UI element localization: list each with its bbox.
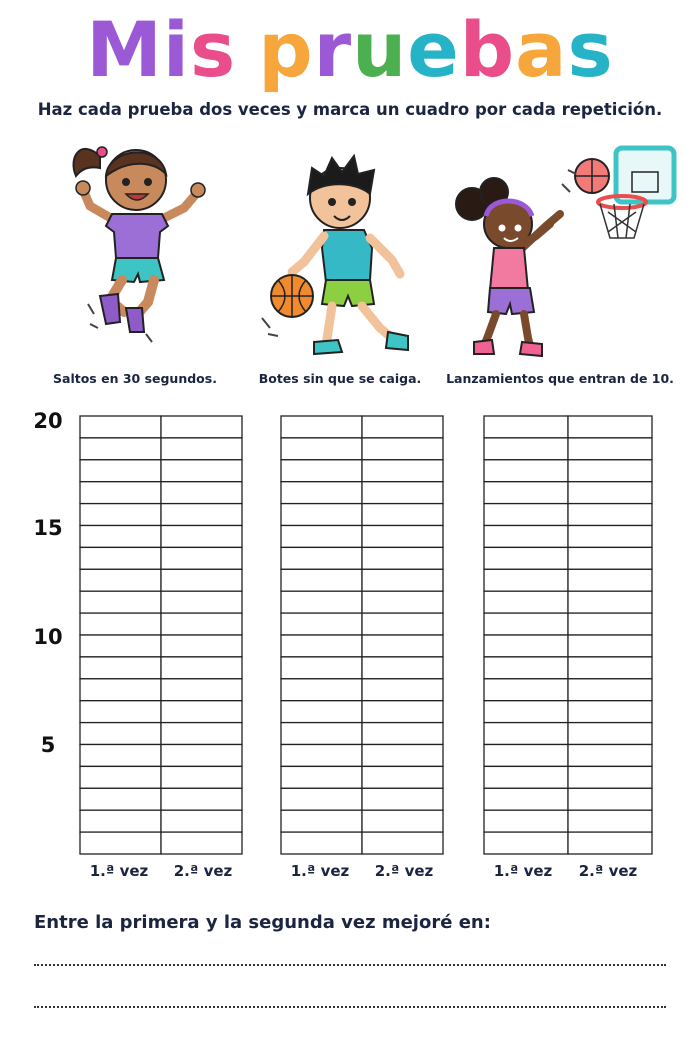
tally-box[interactable] xyxy=(281,766,362,788)
title-letter: b xyxy=(459,5,516,94)
tally-box[interactable] xyxy=(80,679,161,701)
tally-box[interactable] xyxy=(80,810,161,832)
tally-box[interactable] xyxy=(281,613,362,635)
tally-box[interactable] xyxy=(281,416,362,438)
column-label-second: 2.ª vez xyxy=(173,862,233,880)
tally-box[interactable] xyxy=(568,679,652,701)
tally-box[interactable] xyxy=(568,482,652,504)
tally-box[interactable] xyxy=(484,832,568,854)
title-letter: M xyxy=(86,5,163,94)
tally-box[interactable] xyxy=(80,547,161,569)
tally-box[interactable] xyxy=(80,745,161,767)
title-letter: p xyxy=(258,5,314,94)
y-axis-label-20: 20 xyxy=(33,409,63,433)
tally-box[interactable] xyxy=(80,788,161,810)
tally-box[interactable] xyxy=(80,635,161,657)
tally-box[interactable] xyxy=(568,416,652,438)
tally-box[interactable] xyxy=(362,569,443,591)
tally-box[interactable] xyxy=(161,438,242,460)
tally-box[interactable] xyxy=(161,766,242,788)
title-letter: e xyxy=(407,5,460,94)
tally-box[interactable] xyxy=(568,569,652,591)
tally-box[interactable] xyxy=(161,810,242,832)
tally-box[interactable] xyxy=(362,526,443,548)
tally-box[interactable] xyxy=(161,569,242,591)
title-letter: a xyxy=(515,5,568,94)
tally-box[interactable] xyxy=(161,613,242,635)
tally-box[interactable] xyxy=(281,438,362,460)
tally-box[interactable] xyxy=(568,613,652,635)
tally-box[interactable] xyxy=(161,526,242,548)
tally-grid-jumps[interactable] xyxy=(79,415,243,855)
tally-box[interactable] xyxy=(281,810,362,832)
tally-box[interactable] xyxy=(568,657,652,679)
title-letter: r xyxy=(313,5,353,94)
tally-box[interactable] xyxy=(484,438,568,460)
tally-box[interactable] xyxy=(281,832,362,854)
tally-box[interactable] xyxy=(161,745,242,767)
tally-box[interactable] xyxy=(362,832,443,854)
y-axis-label-10: 10 xyxy=(33,625,63,649)
tally-box[interactable] xyxy=(80,482,161,504)
tally-box[interactable] xyxy=(362,745,443,767)
tally-box[interactable] xyxy=(80,504,161,526)
test-caption-jumps: Saltos en 30 segundos. xyxy=(53,371,217,386)
girl-jumping-illustration xyxy=(60,128,220,348)
answer-line[interactable] xyxy=(34,964,666,966)
tally-box[interactable] xyxy=(281,723,362,745)
tally-box[interactable] xyxy=(362,547,443,569)
boy-dribbling-illustration xyxy=(252,150,432,360)
tally-box[interactable] xyxy=(161,460,242,482)
column-label-second: 2.ª vez xyxy=(578,862,638,880)
y-axis-label-15: 15 xyxy=(33,516,63,540)
tally-box[interactable] xyxy=(484,788,568,810)
tally-box[interactable] xyxy=(80,569,161,591)
tally-box[interactable] xyxy=(484,701,568,723)
tally-grid-svg[interactable] xyxy=(79,415,243,855)
tally-box[interactable] xyxy=(484,504,568,526)
tally-box[interactable] xyxy=(484,569,568,591)
tally-box[interactable] xyxy=(568,723,652,745)
test-caption-dribbles: Botes sin que se caiga. xyxy=(258,371,422,386)
girl-shooting-basket-illustration xyxy=(450,140,682,362)
tally-box[interactable] xyxy=(362,591,443,613)
title-letter: s xyxy=(567,5,614,94)
tally-box[interactable] xyxy=(568,766,652,788)
tally-box[interactable] xyxy=(281,569,362,591)
answer-line[interactable] xyxy=(34,1006,666,1008)
tally-box[interactable] xyxy=(484,416,568,438)
tally-box[interactable] xyxy=(362,788,443,810)
tally-box[interactable] xyxy=(281,701,362,723)
tally-box[interactable] xyxy=(362,766,443,788)
tally-box[interactable] xyxy=(568,635,652,657)
tally-box[interactable] xyxy=(484,723,568,745)
tally-box[interactable] xyxy=(568,701,652,723)
tally-box[interactable] xyxy=(161,657,242,679)
title-letter: s xyxy=(189,5,237,94)
tally-box[interactable] xyxy=(161,547,242,569)
tally-box[interactable] xyxy=(281,788,362,810)
tally-box[interactable] xyxy=(568,460,652,482)
tally-box[interactable] xyxy=(362,482,443,504)
tally-box[interactable] xyxy=(568,504,652,526)
reflection-prompt: Entre la primera y la segunda vez mejoré en: xyxy=(34,912,491,933)
tally-box[interactable] xyxy=(568,526,652,548)
instructions: Haz cada prueba dos veces y marca un cuadro por cada repetición. xyxy=(37,100,663,119)
tally-box[interactable] xyxy=(161,482,242,504)
tally-box[interactable] xyxy=(568,547,652,569)
tally-box[interactable] xyxy=(161,723,242,745)
tally-box[interactable] xyxy=(161,504,242,526)
tally-box[interactable] xyxy=(484,657,568,679)
tally-box[interactable] xyxy=(80,723,161,745)
tally-box[interactable] xyxy=(484,613,568,635)
title-letter xyxy=(236,4,258,96)
column-label-first: 1.ª vez xyxy=(290,862,350,880)
tally-box[interactable] xyxy=(281,679,362,701)
tally-box[interactable] xyxy=(161,591,242,613)
tally-box[interactable] xyxy=(281,547,362,569)
column-label-second: 2.ª vez xyxy=(374,862,434,880)
tally-box[interactable] xyxy=(568,788,652,810)
tally-box[interactable] xyxy=(161,788,242,810)
tally-box[interactable] xyxy=(484,679,568,701)
tally-box[interactable] xyxy=(281,482,362,504)
title-letter: i xyxy=(162,5,190,94)
tally-box[interactable] xyxy=(161,679,242,701)
tally-box[interactable] xyxy=(161,635,242,657)
tally-box[interactable] xyxy=(80,416,161,438)
page-title xyxy=(0,4,700,96)
tally-box[interactable] xyxy=(484,810,568,832)
column-label-first: 1.ª vez xyxy=(493,862,553,880)
tally-box[interactable] xyxy=(484,482,568,504)
tally-box[interactable] xyxy=(568,438,652,460)
tally-box[interactable] xyxy=(484,460,568,482)
tally-box[interactable] xyxy=(362,679,443,701)
tally-box[interactable] xyxy=(362,701,443,723)
tally-box[interactable] xyxy=(362,810,443,832)
tally-box[interactable] xyxy=(281,657,362,679)
tally-box[interactable] xyxy=(80,526,161,548)
tally-box[interactable] xyxy=(568,810,652,832)
tally-box[interactable] xyxy=(484,526,568,548)
tally-box[interactable] xyxy=(281,745,362,767)
tally-grid-svg[interactable] xyxy=(483,415,653,855)
tally-box[interactable] xyxy=(281,635,362,657)
tally-box[interactable] xyxy=(281,460,362,482)
tally-box[interactable] xyxy=(484,635,568,657)
tally-box[interactable] xyxy=(568,745,652,767)
tally-grid-dribbles[interactable] xyxy=(280,415,444,855)
tally-box[interactable] xyxy=(80,613,161,635)
tally-box[interactable] xyxy=(568,832,652,854)
tally-box[interactable] xyxy=(161,832,242,854)
tally-box[interactable] xyxy=(362,723,443,745)
tally-box[interactable] xyxy=(362,438,443,460)
test-caption-shots: Lanzamientos que entran de 10. xyxy=(446,371,674,386)
tally-grid-svg[interactable] xyxy=(280,415,444,855)
tally-box[interactable] xyxy=(484,547,568,569)
tally-box[interactable] xyxy=(568,591,652,613)
column-label-first: 1.ª vez xyxy=(89,862,149,880)
tally-box[interactable] xyxy=(80,460,161,482)
tally-box[interactable] xyxy=(161,416,242,438)
tally-box[interactable] xyxy=(362,613,443,635)
tally-box[interactable] xyxy=(484,766,568,788)
tally-box[interactable] xyxy=(484,745,568,767)
tally-box[interactable] xyxy=(80,832,161,854)
tally-box[interactable] xyxy=(362,504,443,526)
tally-box[interactable] xyxy=(362,416,443,438)
tally-box[interactable] xyxy=(362,657,443,679)
y-axis-label-5: 5 xyxy=(40,733,56,757)
tally-box[interactable] xyxy=(362,460,443,482)
tally-box[interactable] xyxy=(80,766,161,788)
tally-box[interactable] xyxy=(80,701,161,723)
tally-box[interactable] xyxy=(484,591,568,613)
tally-box[interactable] xyxy=(281,591,362,613)
tally-box[interactable] xyxy=(80,591,161,613)
tally-box[interactable] xyxy=(161,701,242,723)
tally-box[interactable] xyxy=(80,657,161,679)
tally-box[interactable] xyxy=(362,635,443,657)
tally-box[interactable] xyxy=(80,438,161,460)
title-letter: u xyxy=(352,5,408,94)
tally-box[interactable] xyxy=(281,526,362,548)
tally-box[interactable] xyxy=(281,504,362,526)
tally-grid-shots[interactable] xyxy=(483,415,653,855)
